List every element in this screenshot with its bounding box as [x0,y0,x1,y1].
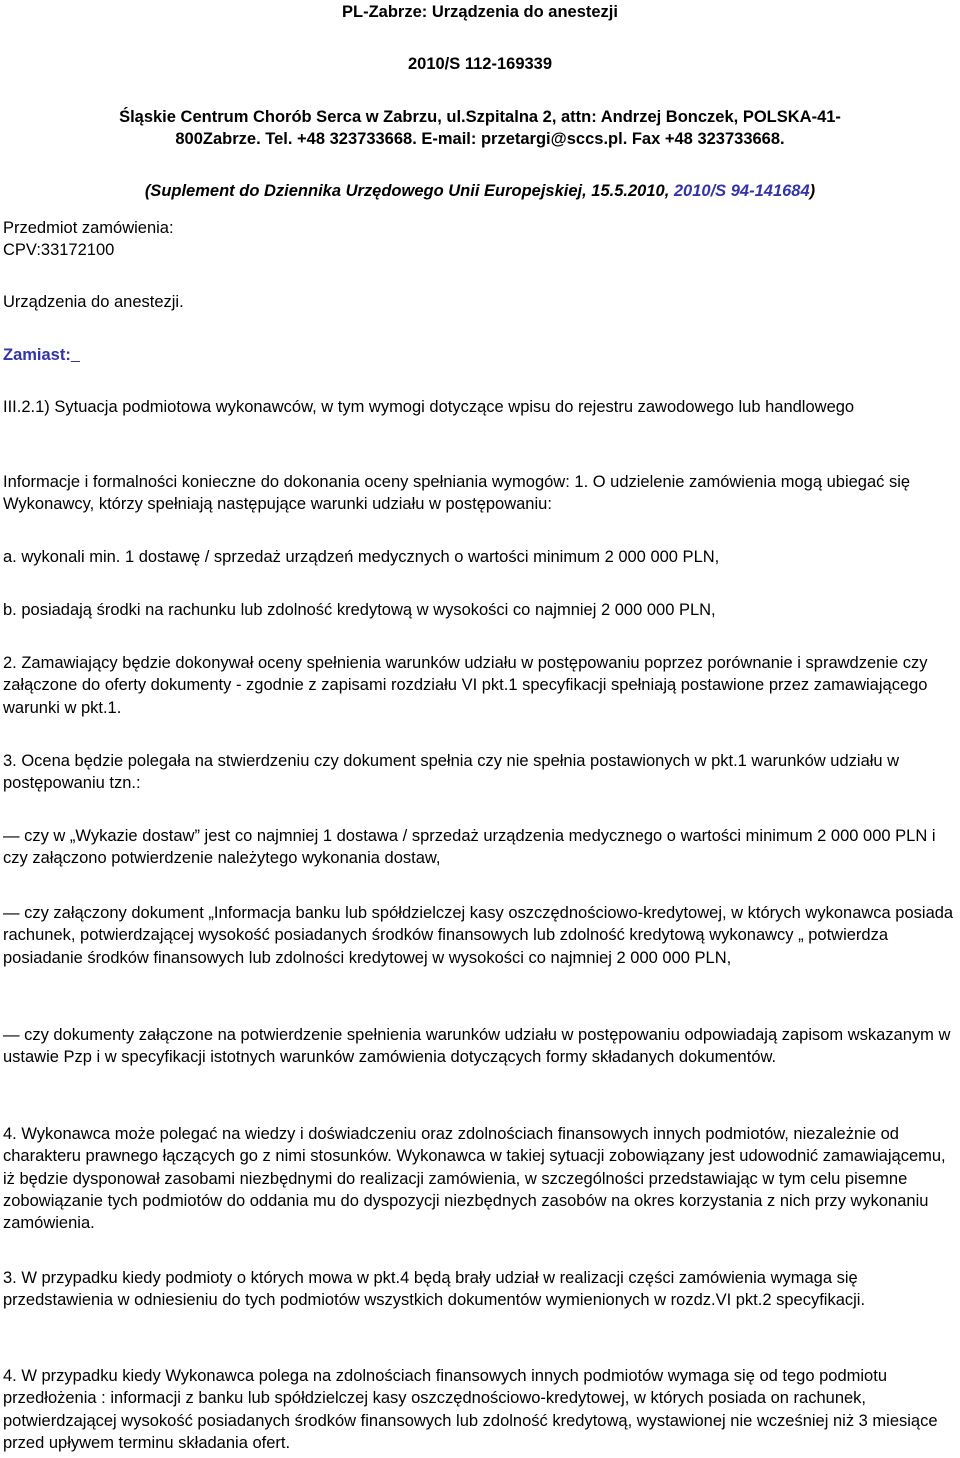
supplement-prefix: (Suplement do Dziennika Urzędowego Unii Europejskiej, 15.5.2010, [144,182,674,200]
cpv-code: CPV:33172100 [3,241,115,259]
paragraph-financial-capacity: 4. W przypadku kiedy Wykonawca polega na zdolnościach finansowych innych podmiotów wymaga się od tego podmiotu przedłożenia : informacji z banku lub spółdzielczej kasy oszczędnościowo-kredytowej, w których posiada on rachunek, potwierdzającej wysokość posiadanych środków finansowych lub zdolność kredytową, wystawionej nie wcześniej niż 3 miesiące przed upływem terminu składania ofert. [3,1367,938,1452]
instead-text: Zamiast: [3,346,71,364]
condition-b: b. posiadają środki na rachunku lub zdolność kredytową w wysokości co najmniej 2 000 000 PLN, [3,601,716,619]
supplement-link[interactable]: 2010/S 94-141684 [673,182,810,200]
section-heading: III.2.1) Sytuacja podmiotowa wykonawców, w tym wymogi dotyczące wpisu do rejestru zawodowego lub handlowego [3,398,855,416]
notice-number: 2010/S 112-169339 [407,55,553,73]
criterion-deliveries: — czy w „Wykazie dostaw” jest co najmniej 1 dostawa / sprzedaż urządzenia medycznego o wartości minimum 2 000 000 PLN i czy załączono potwierdzenie należytego wykonania dostaw, [3,827,936,868]
paragraph-third-party-resources: 4. Wykonawca może polegać na wiedzy i doświadczeniu oraz zdolnościach finansowych innych podmiotów, niezależnie od charakteru prawnego łączących go z nimi stosunków. Wykonawca w takiej sytuacji zobowiązany jest udowodnić zamawiającemu, iż będzie dysponował zasobami niezbędnymi do realizacji zamówienia, w szczególności przedstawiając w tym celu pisemne zobowiązanie tych podmiotów do oddania mu do dyspozycji niezbędnych zasobów na okres korzystania z nich przy wykonaniu zamówienia. [3,1125,946,1233]
condition-a: a. wykonali min. 1 dostawę / sprzedaż urządzeń medycznych o wartości minimum 2 000 000 PLN, [3,548,720,566]
instead-label [3,344,957,366]
paragraph-evaluation-method: 2. Zamawiający będzie dokonywał oceny spełnienia warunków udziału w postępowaniu poprzez porównanie i sprawdzenie czy załączone do oferty dokumenty - zgodnie z zapisami rozdziału VI pkt.1 specyfikacji spełniają postawione przez zamawiającego warunki w pkt.1. [3,654,928,717]
supplement-suffix: ) [809,182,816,200]
supplement-reference [0,180,960,202]
contracting-authority-line-1: Śląskie Centrum Chorób Serca w Zabrzu, ul.Szpitalna 2, attn: Andrzej Bonczek, POLSKA-41- [119,108,841,126]
subject-name: Urządzenia do anestezji. [3,293,184,311]
subject-label: Przedmiot zamówienia: [3,219,174,237]
criterion-bank-document: — czy załączony dokument „Informacja banku lub spółdzielczej kasy oszczędnościowo-kredytowej, w których wykonawca posiada rachunek, potwierdzającej wysokość posiadanych środków finansowych lub zdolność kredytową wykonawcy „ potwierdza posiadanie środków finansowych lub zdolności kredytowej w wysokości co najmniej 2 000 000 PLN, [3,904,954,967]
contracting-authority-line-2: 800Zabrze. Tel. +48 323733668. E-mail: przetargi@sccs.pl. Fax +48 323733668. [175,130,785,148]
paragraph-requirements-intro: Informacje i formalności konieczne do dokonania oceny spełniania wymogów: 1. O udzielenie zamówienia mogą ubiegać się Wykonawcy, którzy spełniają następujące warunki udziału w postępowaniu: [3,473,911,514]
paragraph-third-party-documents: 3. W przypadku kiedy podmioty o których mowa w pkt.4 będą brały udział w realizacji części zamówienia wymaga się przedstawienia w odniesieniu do tych podmiotów wszystkich dokumentów wymienionych w rozdz.VI pkt.2 specyfikacji. [3,1269,866,1310]
criterion-document-compliance: — czy dokumenty załączone na potwierdzenie spełnienia warunków udziału w postępowaniu odpowiadają zapisom wskazanym w ustawie Pzp i w specyfikacji istotnych warunków zamówienia dotyczących formy składanych dokumentów. [3,1026,951,1067]
document-title: PL-Zabrze: Urządzenia do anestezji [342,3,618,21]
paragraph-evaluation-criteria: 3. Ocena będzie polegała na stwierdzeniu czy dokument spełnia czy nie spełnia postawionych w pkt.1 warunków udziału w postępowaniu tzn.: [3,752,900,793]
